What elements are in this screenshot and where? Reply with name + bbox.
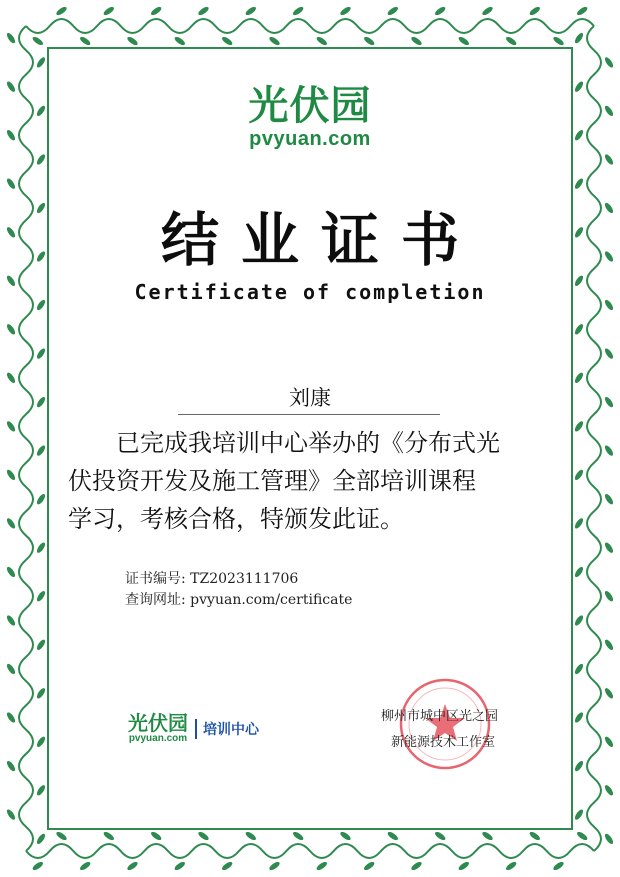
body-line: 学习，考核合格，特颁发此证。 xyxy=(68,505,404,533)
training-center-logo xyxy=(128,713,259,744)
footer-logo-url: pvyuan.com xyxy=(128,733,188,744)
brand-logo-cn: 光伏园 xyxy=(248,82,372,129)
issuer-name-line1: 柳州市城中区光之园 xyxy=(381,709,499,724)
certificate-number: TZ2023111706 xyxy=(190,571,299,587)
recipient-name: 刘康 xyxy=(289,386,331,410)
certificate-title: 结业证书 xyxy=(160,206,481,274)
training-center-label: 培训中心 xyxy=(203,721,259,738)
lookup-url: pvyuan.com/certificate xyxy=(190,592,353,608)
brand-logo-url: pvyuan.com xyxy=(249,128,371,150)
issuer-block xyxy=(381,704,531,756)
certificate-meta xyxy=(125,569,352,611)
issuer-name-line2: 新能源技术工作室 xyxy=(391,735,496,750)
lookup-url-label: 查询网址: xyxy=(125,592,186,608)
certificate-number-label: 证书编号: xyxy=(125,571,186,587)
logo-divider xyxy=(195,719,197,739)
body-line: 已完成我培训中心举办的《分布式光 xyxy=(116,429,500,457)
certificate-number-row xyxy=(125,569,352,590)
certificate-subtitle: Certificate of completion xyxy=(134,280,486,304)
certificate-body xyxy=(68,424,558,538)
lookup-url-row xyxy=(125,590,352,611)
brand-logo xyxy=(0,84,620,150)
name-underline xyxy=(178,414,440,415)
body-line: 伏投资开发及施工管理》全部培训课程 xyxy=(68,467,476,495)
footer-logo-cn: 光伏园 xyxy=(128,711,188,735)
footer-brand-logo xyxy=(128,713,188,744)
